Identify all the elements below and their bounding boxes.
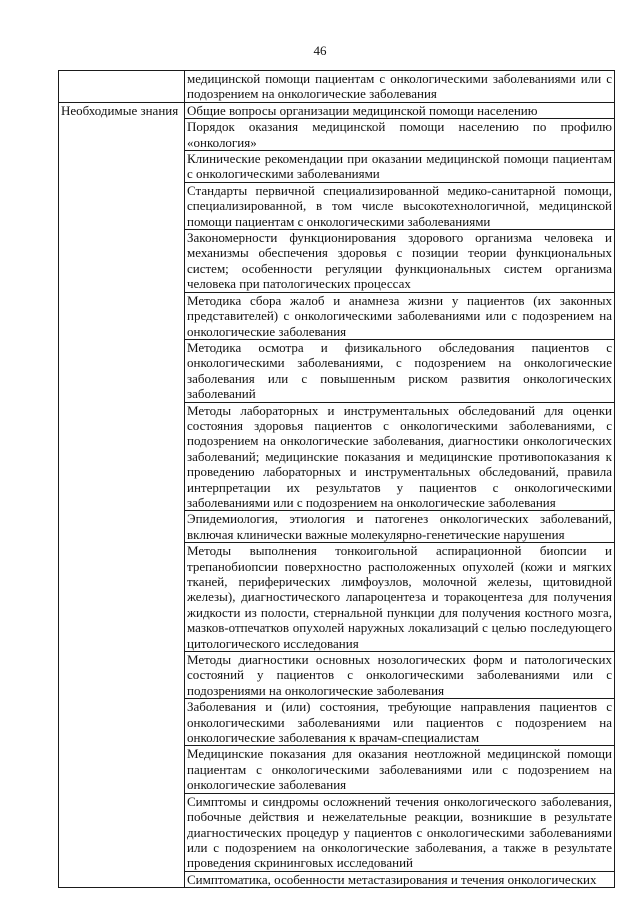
- knowledge-item: Методы диагностики основных нозологических форм и патологических состояний у пациентов с онкологическими заболеваниями или с подозрениями на онкологические заболевания: [185, 652, 615, 699]
- page-number: 46: [313, 43, 327, 58]
- knowledge-item: Методика осмотра и физикального обследования пациентов с онкологическими заболеваниями, с подозрением на онкологические заболевания или с повышенным риском развития онкологических заболеваний: [185, 339, 615, 402]
- knowledge-item: Общие вопросы организации медицинской помощи населению: [185, 102, 615, 118]
- knowledge-item: Методика сбора жалоб и анамнеза жизни у пациентов (их законных представителей) с онкологическими заболеваниями или с подозрением на онкологические заболевания: [185, 292, 615, 339]
- table-row: [59, 102, 615, 118]
- knowledge-item: Порядок оказания медицинской помощи населению по профилю «онкология»: [185, 119, 615, 151]
- knowledge-item: Закономерности функционирования здорового организма человека и механизмы обеспечения здоровья с позиции теории функциональных систем; особенности регуляции функциональных систем организма человека при патологических процессах: [185, 230, 615, 293]
- knowledge-item: Методы выполнения тонкоигольной аспирационной биопсии и трепанобиопсии поверхностно расположенных опухолей (кожи и мягких тканей, периферических лимфоузлов, молочной железы, щитовидной железы), диагностического лапароцентеза и торакоцентеза для получения жидкости из полости, стернальной пункции для получения костного мозга, мазков-отпечатков опухолей наружных локализаций с целью последующего цитологического исследования: [185, 543, 615, 652]
- continued-text-cell: медицинской помощи пациентам с онкологическими заболеваниями или с подозрением на онкологические заболевания: [185, 71, 615, 103]
- knowledge-item: Стандарты первичной специализированной медико-санитарной помощи, специализированной, в том числе высокотехнологичной, медицинской помощи пациентам с онкологическими заболеваниями: [185, 182, 615, 229]
- knowledge-item: Методы лабораторных и инструментальных обследований для оценки состояния здоровья пациентов с онкологическими заболеваниями, с подозрением на онкологические заболевания, диагностики онкологических заболеваний; медицинские показания и медицинские противопоказания к проведению лабораторных и инструментальных обследований, правила интерпретации их результатов у пациентов с онкологическими заболеваниями или с подозрением на онкологические заболевания: [185, 402, 615, 511]
- knowledge-item: Симптомы и синдромы осложнений течения онкологического заболевания, побочные действия и нежелательные реакции, возникшие в результате диагностических процедур у пациентов с онкологическими заболеваниями или с подозрением на онкологические заболевания, а также в результате проведения скрининговых исследований: [185, 793, 615, 871]
- section-label-cell: Необходимые знания: [59, 102, 185, 887]
- requirements-table: [58, 70, 615, 888]
- knowledge-item: Заболевания и (или) состояния, требующие направления пациентов с онкологическими заболеваниями или пациентов с подозрением на онкологические заболевания к врачам-специалистам: [185, 699, 615, 746]
- knowledge-item: Медицинские показания для оказания неотложной медицинской помощи пациентам с онкологическими заболеваниями или с подозрением на онкологические заболевания: [185, 746, 615, 793]
- knowledge-item: Клинические рекомендации при оказании медицинской помощи пациентам с онкологическими заболеваниями: [185, 151, 615, 183]
- knowledge-item: Эпидемиология, этиология и патогенез онкологических заболеваний, включая клинически важные молекулярно-генетические нарушения: [185, 511, 615, 543]
- empty-label-cell: [59, 71, 185, 103]
- knowledge-item: Симптоматика, особенности метастазирования и течения онкологических: [185, 871, 615, 887]
- table-row: [59, 71, 615, 103]
